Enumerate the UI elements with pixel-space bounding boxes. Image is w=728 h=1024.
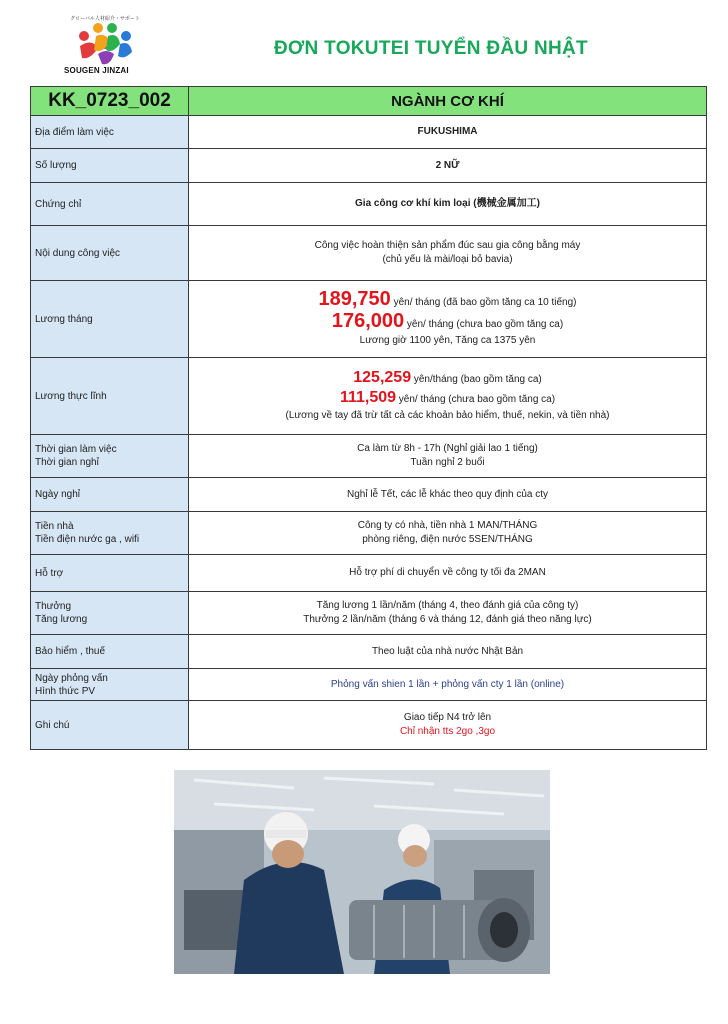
value-insurance: Theo luật của nhà nước Nhật Bản	[189, 635, 707, 669]
label-support: Hỗ trợ	[31, 555, 189, 592]
row-certificate	[31, 183, 707, 226]
page-header	[0, 0, 728, 86]
label-hours-2: Thời gian nghỉ	[35, 457, 99, 468]
row-job	[31, 226, 707, 281]
label-bonus-1: Thưởng	[35, 601, 72, 612]
svg-text:グローバル人材紹介・サポート: グローバル人材紹介・サポート	[70, 16, 140, 22]
salary-suffix-2: yên/ tháng (chưa bao gồm tăng ca)	[404, 319, 564, 330]
row-quantity	[31, 149, 707, 183]
row-housing	[31, 512, 707, 555]
housing-line-2: phòng riêng, điện nước 5SEN/THÁNG	[362, 534, 533, 545]
label-hours	[31, 435, 189, 478]
document-title: ĐƠN TOKUTEI TUYỂN ĐẦU NHẬT	[274, 38, 588, 59]
value-salary	[189, 281, 707, 358]
label-holiday: Ngày nghỉ	[31, 478, 189, 512]
label-interview-1: Ngày phỏng vấn	[35, 672, 108, 684]
value-note	[189, 701, 707, 750]
value-bonus	[189, 592, 707, 635]
job-code: KK_0723_002	[31, 87, 189, 116]
salary-amount-2: 176,000	[331, 310, 405, 332]
salary-amount-1: 189,750	[318, 288, 391, 310]
row-holiday	[31, 478, 707, 512]
salary-line-3: Lương giờ 1100 yên, Tăng ca 1375 yên	[359, 335, 536, 346]
bonus-line-1: Tăng lương 1 lần/năm (tháng 4, theo đánh giá của công ty)	[316, 600, 579, 611]
label-note: Ghi chú	[31, 701, 189, 750]
row-net-salary	[31, 358, 707, 435]
value-certificate: Gia công cơ khí kim loại (機械金属加工)	[189, 183, 707, 226]
job-table	[30, 86, 707, 750]
value-hours	[189, 435, 707, 478]
net-amount-1: 125,259	[353, 369, 412, 386]
label-hours-1: Thời gian làm việc	[35, 444, 117, 455]
label-certificate: Chứng chỉ	[31, 183, 189, 226]
job-line-1: Công việc hoàn thiện sản phẩm đúc sau gia công bằng máy	[314, 240, 581, 251]
net-suffix-1: yên/tháng (bao gồm tăng ca)	[411, 374, 542, 385]
label-quantity: Số lượng	[31, 149, 189, 183]
net-amount-2: 111,509	[339, 389, 397, 406]
bonus-line-2: Thưởng 2 lần/năm (tháng 6 và tháng 12, đánh giá theo năng lực)	[303, 614, 592, 625]
row-support	[31, 555, 707, 592]
label-insurance: Bảo hiểm , thuế	[31, 635, 189, 669]
row-salary	[31, 281, 707, 358]
label-location: Địa điểm làm việc	[31, 116, 189, 149]
value-housing	[189, 512, 707, 555]
row-bonus	[31, 592, 707, 635]
label-interview	[31, 669, 189, 701]
value-job	[189, 226, 707, 281]
value-support: Hỗ trợ phí di chuyển về công ty tối đa 2MAN	[189, 555, 707, 592]
label-job: Nội dung công việc	[31, 226, 189, 281]
row-interview	[31, 669, 707, 701]
hours-line-1: Ca làm từ 8h - 17h (Nghỉ giải lao 1 tiếng)	[357, 443, 538, 454]
table-header-row	[31, 87, 707, 116]
salary-suffix-1: yên/ tháng (đã bao gồm tăng ca 10 tiếng)	[390, 297, 577, 308]
label-net-salary: Lương thực lĩnh	[31, 358, 189, 435]
row-insurance	[31, 635, 707, 669]
note-line-2: Chỉ nhận tts 2go ,3go	[399, 726, 496, 737]
value-interview: Phỏng vấn shien 1 lần + phỏng vấn cty 1 lần (online)	[189, 669, 707, 701]
net-suffix-2: yên/ tháng (chưa bao gồm tăng ca)	[396, 394, 556, 405]
label-interview-2: Hình thức PV	[35, 685, 96, 697]
logo-text: SOUGEN JINZAI	[64, 66, 129, 75]
value-net-salary	[189, 358, 707, 435]
label-housing-1: Tiền nhà	[35, 521, 74, 532]
row-hours	[31, 435, 707, 478]
hours-line-2: Tuần nghỉ 2 buổi	[410, 457, 485, 468]
housing-line-1: Công ty có nhà, tiền nhà 1 MAN/THÁNG	[357, 520, 538, 531]
note-line-1: Giao tiếp N4 trở lên	[403, 712, 492, 723]
value-location: FUKUSHIMA	[189, 116, 707, 149]
label-housing	[31, 512, 189, 555]
industry: NGÀNH CƠ KHÍ	[189, 87, 707, 116]
label-housing-2: Tiền điện nước ga , wifi	[35, 534, 140, 545]
label-bonus	[31, 592, 189, 635]
value-quantity: 2 NỮ	[189, 149, 707, 183]
row-location	[31, 116, 707, 149]
net-line-3: (Lương về tay đã trừ tất cả các khoản bảo hiểm, thuế, nekin, và tiền nhà)	[285, 410, 610, 421]
label-salary: Lương tháng	[31, 281, 189, 358]
factory-workers-photo	[174, 770, 550, 974]
label-bonus-2: Tăng lương	[35, 614, 88, 625]
value-holiday: Nghỉ lễ Tết, các lễ khác theo quy định của cty	[189, 478, 707, 512]
row-note	[31, 701, 707, 750]
job-line-2: (chủ yếu là mài/loại bỏ bavia)	[382, 254, 513, 265]
